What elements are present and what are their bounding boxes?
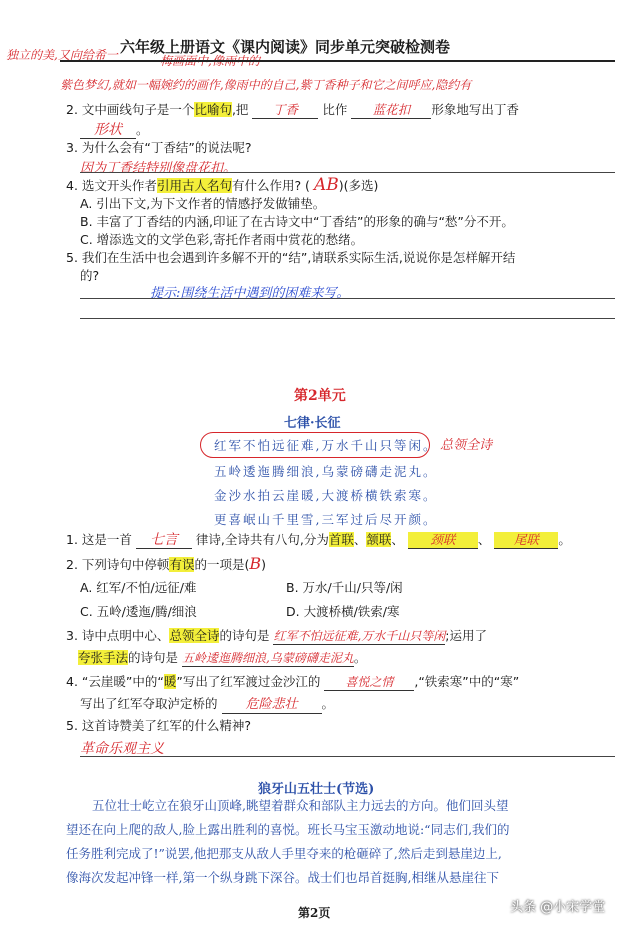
answer-blank[interactable]: 尾联 bbox=[494, 532, 558, 549]
handwritten-note-left: 独立的美,又向给希一 bbox=[6, 48, 118, 62]
handwritten-answer-q1: 紫色梦幻,就如一幅婉约的画作,像雨中的自己,紫丁香种子和它之间呼应,隐约有 bbox=[60, 78, 472, 92]
answer-blank[interactable]: 红军不怕远征难,万水千山只等闲 bbox=[273, 629, 446, 643]
answer-line bbox=[80, 298, 615, 299]
page-number: 第2页 bbox=[298, 906, 331, 920]
poem-title: 七律·长征 bbox=[284, 416, 341, 431]
passage-line-1: 五位壮士屹立在狼牙山顶峰,眺望着群众和部队主力远去的方向。他们回头望 bbox=[92, 798, 509, 813]
handwritten-title-overlay: 梅画面中,像雨中的 bbox=[160, 54, 260, 68]
answer-q5[interactable]: 提示:围绕生活中遇到的困难来写。 bbox=[150, 286, 350, 301]
page-title: 六年级上册语文《课内阅读》同步单元突破检测卷 bbox=[120, 38, 451, 56]
u2-question-4: 4. “云崖暖”中的“暖”写出了红军渡过金沙江的 喜悦之情 ,“铁索寒”中的“寒” bbox=[66, 674, 520, 689]
u2-question-4-line2: 写出了红军夺取泸定桥的 危险悲壮 。 bbox=[80, 696, 335, 712]
highlight-quote: 引用古人名句 bbox=[156, 178, 232, 193]
question-2-line2: 形状 。 bbox=[80, 122, 149, 139]
answer-q4[interactable]: AB bbox=[313, 175, 339, 195]
answer-blank[interactable]: 颈联 bbox=[408, 532, 478, 549]
question-3: 3. 为什么会有“丁香结”的说法呢? bbox=[66, 140, 252, 155]
answer-blank-2[interactable]: 蓝花扣 bbox=[351, 102, 431, 119]
question-2: 2. 文中画线句子是一个比喻句,把 丁香 比作 蓝花扣 形象地写出丁香 bbox=[66, 102, 519, 117]
option-c: C. 增添选文的文学色彩,寄托作者雨中赏花的愁绪。 bbox=[80, 232, 364, 247]
unit-heading: 第2单元 bbox=[294, 388, 346, 404]
u2-option-c: C. 五岭/逶迤/腾/细浪 bbox=[80, 604, 197, 619]
answer-line bbox=[80, 318, 615, 319]
question-5: 5. 我们在生活中也会遇到许多解不开的“结”,请联系实际生活,说说你是怎样解开结 bbox=[66, 250, 516, 265]
poem-line-2: 五岭逶迤腾细浪,乌蒙磅礴走泥丸。 bbox=[214, 464, 438, 479]
answer-u2-q2[interactable]: B bbox=[249, 554, 262, 573]
poem-line-3: 金沙水拍云崖暖,大渡桥横铁索寒。 bbox=[214, 488, 438, 503]
u2-option-b: B. 万水/千山/只等/闲 bbox=[286, 580, 403, 595]
u2-option-d: D. 大渡桥横/铁索/寒 bbox=[286, 604, 400, 619]
u2-question-3-line2: 夸张手法的诗句是 五岭逶迤腾细浪,乌蒙磅礴走泥丸。 bbox=[78, 650, 367, 665]
u2-question-3: 3. 诗中点明中心、总领全诗的诗句是 红军不怕远征难,万水千山只等闲;运用了 bbox=[66, 628, 487, 643]
answer-line bbox=[80, 172, 615, 173]
answer-blank[interactable]: 危险悲壮 bbox=[222, 697, 322, 714]
answer-blank[interactable]: 五岭逶迤腾细浪,乌蒙磅礴走泥丸 bbox=[182, 651, 354, 665]
poem-line-4: 更喜岷山千里雪,三军过后尽开颜。 bbox=[214, 512, 438, 527]
passage-title: 狼牙山五壮士(节选) bbox=[258, 782, 375, 797]
highlight-simile: 比喻句 bbox=[194, 102, 232, 117]
answer-u2-q5[interactable]: 革命乐观主义 bbox=[80, 741, 164, 757]
answer-blank-3[interactable]: 形状 bbox=[80, 122, 136, 139]
answer-line bbox=[80, 756, 615, 757]
header-rule bbox=[60, 60, 615, 62]
passage-line-4: 像海次发起冲锋一样,第一个纵身跳下深谷。战士们也昂首挺胸,相继从悬崖往下 bbox=[66, 870, 499, 885]
u2-question-5: 5. 这首诗赞美了红军的什么精神? bbox=[66, 718, 252, 733]
option-a: A. 引出下文,为下文作者的情感抒发做铺垫。 bbox=[80, 196, 326, 211]
question-5-line2: 的? bbox=[80, 268, 100, 283]
answer-q3[interactable]: 因为丁香结特别像盘花扣。 bbox=[80, 161, 237, 176]
poem-note: 总领全诗 bbox=[440, 438, 493, 453]
u2-question-2: 2. 下列诗句中停顿有误的一项是(B) bbox=[66, 554, 266, 573]
answer-blank[interactable]: 喜悦之情 bbox=[324, 674, 414, 691]
u2-option-a: A. 红军/不怕/远征/难 bbox=[80, 580, 197, 595]
answer-blank[interactable]: 七言 bbox=[136, 532, 192, 549]
option-b: B. 丰富了丁香结的内涵,印证了在古诗文中“丁香结”的形象的确与“愁”分不开。 bbox=[80, 214, 514, 229]
passage-line-3: 任务胜利完成了!”说罢,他把那支从敌人手里夺来的枪砸碎了,然后走到悬崖边上, bbox=[66, 846, 502, 861]
watermark: 头条 @小宋学堂 bbox=[510, 900, 606, 915]
question-4: 4. 选文开头作者引用古人名句有什么作用? ( AB)(多选) bbox=[66, 175, 379, 195]
answer-blank-1[interactable]: 丁香 bbox=[252, 102, 318, 119]
passage-line-2: 望还在向上爬的敌人,脸上露出胜利的喜悦。班长马宝玉激动地说:“同志们,我们的 bbox=[66, 822, 510, 837]
u2-question-1: 1. 这是一首 七言 律诗,全诗共有八句,分为首联、颔联、 颈联 、 尾联 。 bbox=[66, 532, 571, 548]
poem-line-1: 红军不怕远征难,万水千山只等闲。 bbox=[214, 438, 438, 453]
